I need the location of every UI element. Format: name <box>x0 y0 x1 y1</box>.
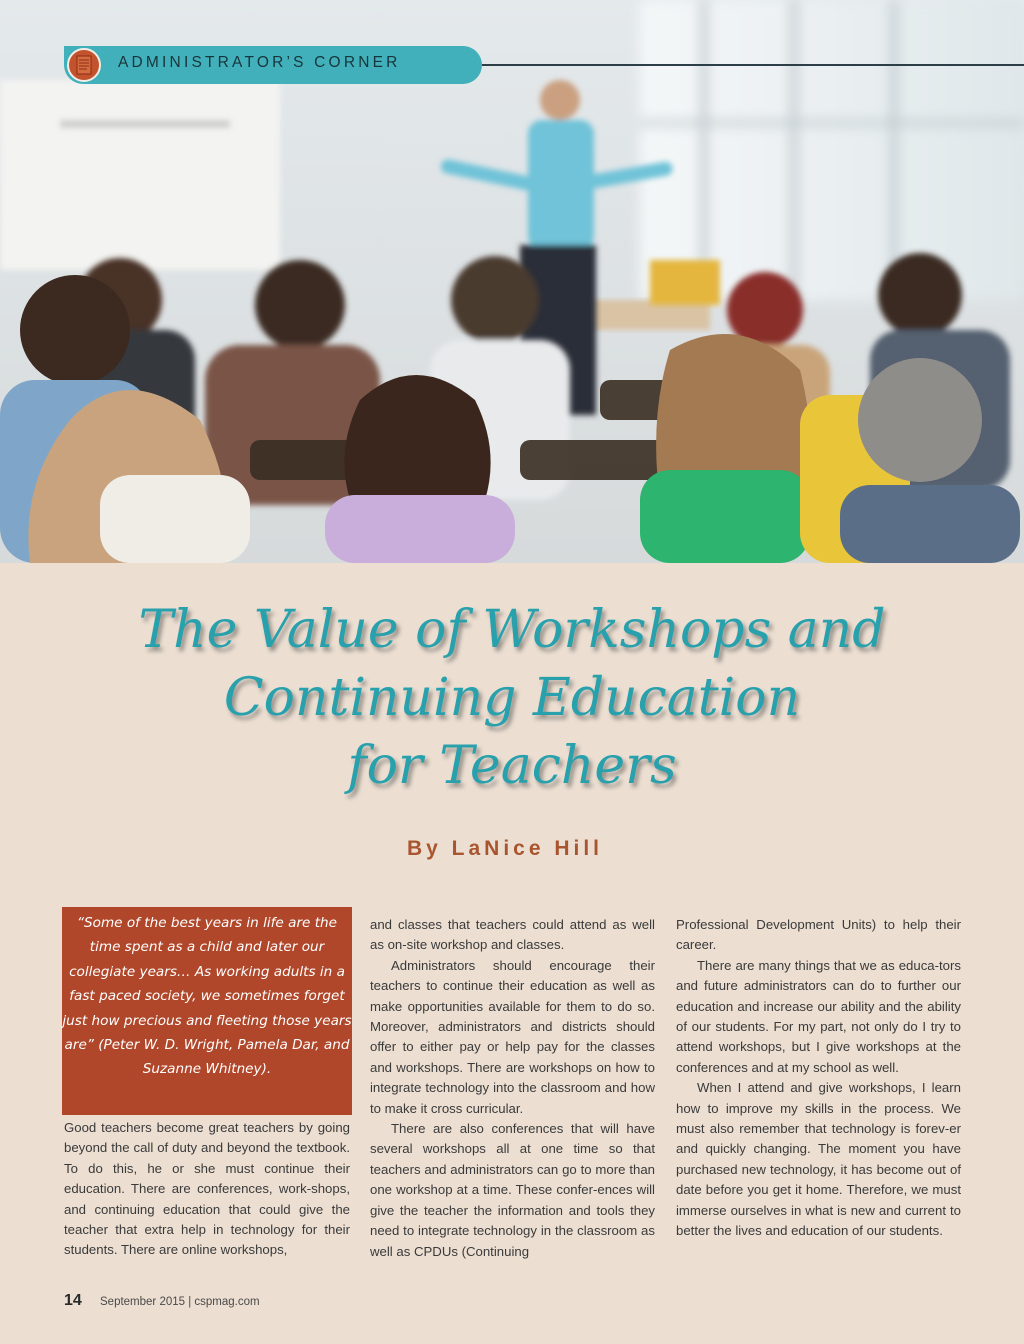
issue-info: September 2015 | cspmag.com <box>100 1296 260 1308</box>
pull-quote: “Some of the best years in life are the time spent as a child and later our collegiate years… As working adults in a fast paced society, we sometimes forget just how precious and fleeting those years are” (Peter W. D. Wright, Pamela Dar, and Suzanne Whitney). <box>62 907 352 1115</box>
paragraph: Professional Development Units) to help their career. <box>676 917 961 953</box>
paragraph: There are also conferences that will have several workshops all at one time so that teachers and administrators can go to more than one workshop at a time. These confer-ences will give the teacher the information and tools they need to integrate technology in the classroom as well as CPDUs (Continuing <box>370 1121 655 1259</box>
paragraph: There are many things that we as educa-tors and future administrators can do to further our education and increase our ability and the ability of our students. For my part, not only do I try to attend workshops, but I give workshops at the conferences and at my school as well. <box>676 957 961 1075</box>
section-label: ADMINISTRATOR’S CORNER <box>118 54 401 71</box>
page-number: 14 <box>64 1292 82 1309</box>
title-line: for Teachers <box>347 736 677 796</box>
body-column-1 <box>64 1118 350 1261</box>
article-title <box>0 596 1024 800</box>
hero-photo <box>0 0 1024 563</box>
document-seal-icon <box>66 47 102 83</box>
paragraph: and classes that teachers could attend as well as on-site workshop and classes. <box>370 917 655 953</box>
banner-rule <box>482 64 1024 66</box>
title-line: Continuing Education <box>223 668 801 728</box>
body-column-3 <box>676 915 961 1242</box>
byline: By LaNice Hill <box>406 837 604 860</box>
paragraph: Good teachers become great teachers by going beyond the call of duty and beyond the textbook. To do this, he or she must continue their education. There are conferences, work-shops, and continuing education that could give the teacher that extra help in technology for their students. There are online workshops, <box>64 1120 350 1258</box>
title-line: The Value of Workshops and <box>138 600 886 660</box>
paragraph: When I attend and give workshops, I learn how to improve my skills in the process. We must also remember that technology is forev-er and quickly changing. The moment you have purchased new technology, it has become out of date before you get it home. Therefore, we must immerse ourselves in what is new and current to better the lives and education of our students. <box>676 1080 961 1239</box>
classroom-presentation-illustration <box>0 0 1024 563</box>
body-column-2 <box>370 915 655 1262</box>
paragraph: Administrators should encourage their teachers to continue their education as well as make opportunities available for them to do so. Moreover, administrators and districts should offer to either pay or help pay for the classes and workshops. There are workshops on how to integrate technology into the classroom and how to make it cross curricular. <box>370 957 655 1116</box>
